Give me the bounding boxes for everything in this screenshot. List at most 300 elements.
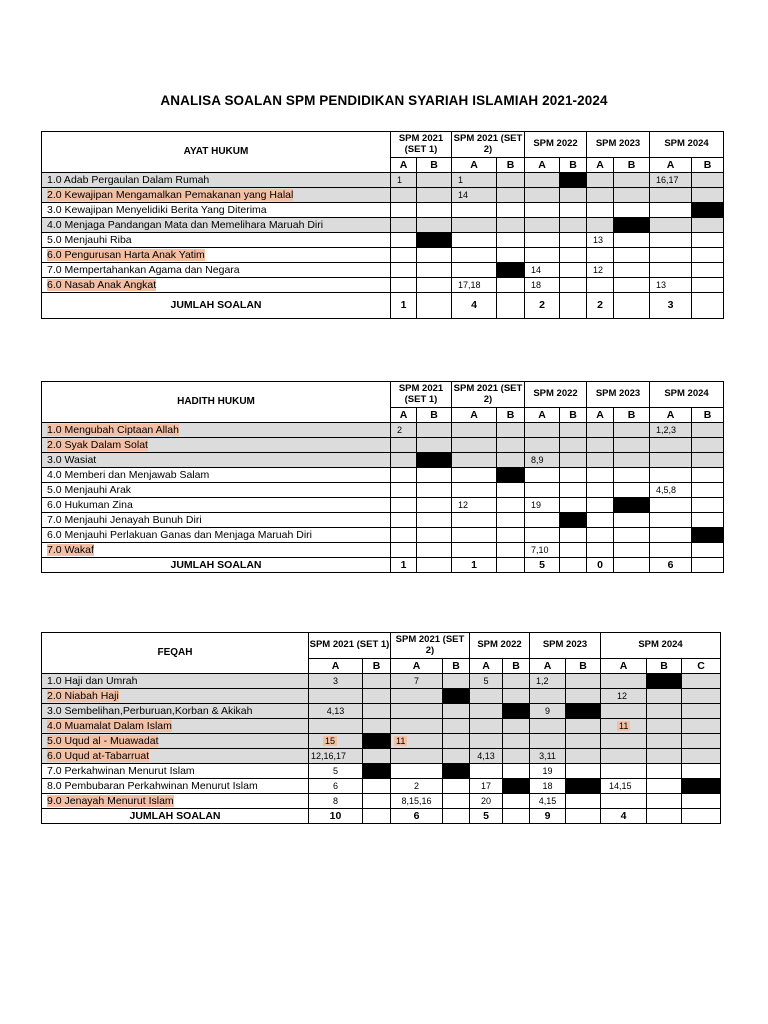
cell (692, 438, 724, 453)
year-header: SPM 2021 (SET 1) (309, 633, 391, 659)
cell (566, 734, 601, 749)
cell (650, 468, 692, 483)
row-label: 8.0 Pembubaran Perkahwinan Menurut Islam (42, 779, 309, 794)
cell: 9 (530, 704, 566, 719)
cell (391, 719, 443, 734)
cell (530, 689, 566, 704)
sub-header: B (497, 408, 525, 423)
cell (525, 483, 560, 498)
cell (391, 749, 443, 764)
cell (452, 233, 497, 248)
cell (417, 248, 452, 263)
table-row (42, 528, 724, 543)
cell (417, 438, 452, 453)
cell (682, 764, 721, 779)
row-label: 6.0 Pengurusan Harta Anak Yatim (47, 248, 205, 261)
cell (391, 453, 417, 468)
sub-header: B (692, 408, 724, 423)
table-row (42, 719, 721, 734)
cell (417, 468, 452, 483)
cell (650, 438, 692, 453)
cell (650, 263, 692, 278)
cell (417, 278, 452, 293)
sub-header: B (417, 158, 452, 173)
cell (391, 263, 417, 278)
cell (566, 794, 601, 809)
cell: 4,5,8 (650, 483, 692, 498)
cell: 3,11 (530, 749, 566, 764)
sub-header: B (560, 408, 587, 423)
blocked-cell (417, 453, 452, 468)
table-row (42, 263, 724, 278)
cell: 11 (396, 735, 406, 746)
cell (587, 173, 614, 188)
cell (391, 483, 417, 498)
row-label: 3.0 Kewajipan Menyelidiki Berita Yang Diterima (42, 203, 391, 218)
row-label: 2.0 Syak Dalam Solat (47, 438, 148, 451)
cell (525, 528, 560, 543)
cell (503, 794, 530, 809)
row-label: 7.0 Menjauhi Jenayah Bunuh Diri (42, 513, 391, 528)
total-row (42, 809, 721, 824)
cell (452, 263, 497, 278)
cell (503, 764, 530, 779)
cell (497, 483, 525, 498)
sub-header: A (587, 158, 614, 173)
cell (309, 689, 363, 704)
row-label: 1.0 Mengubah Ciptaan Allah (47, 423, 179, 436)
blocked-cell (614, 218, 650, 233)
cell: 8,9 (525, 453, 560, 468)
cell (417, 203, 452, 218)
cell (650, 233, 692, 248)
cell (560, 528, 587, 543)
row-label: 6.0 Uqud at-Tabarruat (47, 749, 150, 762)
cell: 12,16,17 (309, 749, 363, 764)
total-value: 2 (587, 293, 614, 319)
cell (452, 438, 497, 453)
cell: 11 (619, 720, 629, 731)
sub-header: A (391, 408, 417, 423)
blocked-cell (417, 233, 452, 248)
row-label: 2.0 Niabah Haji (47, 689, 119, 702)
cell: 1 (452, 173, 497, 188)
row-label: 1.0 Haji dan Umrah (42, 674, 309, 689)
cell (560, 233, 587, 248)
row-label: 7.0 Wakaf (47, 543, 94, 556)
sub-header: A (391, 659, 443, 674)
cell: 1 (391, 173, 417, 188)
cell: 1,2,3 (650, 423, 692, 438)
cell: 19 (525, 498, 560, 513)
cell (601, 704, 647, 719)
cell (497, 543, 525, 558)
sub-header: B (614, 158, 650, 173)
cell (587, 453, 614, 468)
blocked-cell (503, 704, 530, 719)
cell (470, 689, 503, 704)
cell (470, 719, 503, 734)
cell: 17,18 (452, 278, 497, 293)
cell (587, 513, 614, 528)
cell (614, 423, 650, 438)
cell (497, 173, 525, 188)
cell (470, 704, 503, 719)
cell (443, 734, 470, 749)
cell (470, 734, 503, 749)
cell (682, 749, 721, 764)
year-header: SPM 2021 (SET 2) (391, 633, 470, 659)
blocked-cell (682, 779, 721, 794)
sub-header: B (497, 158, 525, 173)
year-header: SPM 2024 (601, 633, 721, 659)
cell (391, 513, 417, 528)
cell (452, 453, 497, 468)
blocked-cell (497, 263, 525, 278)
sub-header: B (417, 408, 452, 423)
blocked-cell (443, 764, 470, 779)
cell (443, 779, 470, 794)
cell (647, 734, 682, 749)
cell (587, 438, 614, 453)
cell: 2 (391, 423, 417, 438)
row-label: 3.0 Wasiat (42, 453, 391, 468)
cell (525, 203, 560, 218)
cell (647, 779, 682, 794)
cell (391, 689, 443, 704)
cell (309, 719, 363, 734)
row-label: 5.0 Uqud al - Muawadat (47, 734, 159, 747)
sub-header: A (530, 659, 566, 674)
cell (417, 528, 452, 543)
total-value: 1 (391, 293, 417, 319)
cell (470, 764, 503, 779)
total-value: 4 (601, 809, 647, 824)
cell (417, 483, 452, 498)
cell (682, 674, 721, 689)
cell: 20 (470, 794, 503, 809)
row-label: 2.0 Kewajipan Mengamalkan Pemakanan yang Halal (47, 188, 294, 201)
cell (525, 233, 560, 248)
year-header: SPM 2023 (530, 633, 601, 659)
cell: 4,13 (309, 704, 363, 719)
cell (497, 528, 525, 543)
cell (692, 263, 724, 278)
cell (417, 188, 452, 203)
cell (525, 468, 560, 483)
cell (391, 188, 417, 203)
cell (692, 513, 724, 528)
row-label: 5.0 Menjauhi Riba (42, 233, 391, 248)
sub-header: B (560, 158, 587, 173)
year-header: SPM 2021 (SET 2) (452, 382, 525, 408)
cell (391, 704, 443, 719)
total-label: JUMLAH SOALAN (42, 558, 391, 573)
cell (650, 528, 692, 543)
table-row (42, 543, 724, 558)
cell (587, 528, 614, 543)
cell (601, 794, 647, 809)
blocked-cell (614, 498, 650, 513)
cell (443, 704, 470, 719)
cell (587, 203, 614, 218)
cell (650, 543, 692, 558)
cell: 5 (309, 764, 363, 779)
cell (452, 483, 497, 498)
cell (614, 188, 650, 203)
year-header: SPM 2021 (SET 1) (391, 382, 452, 408)
cell (417, 543, 452, 558)
cell (443, 719, 470, 734)
year-header: SPM 2022 (525, 382, 587, 408)
cell: 6 (309, 779, 363, 794)
table-header: FEQAH (42, 633, 309, 674)
cell (497, 498, 525, 513)
year-header: SPM 2022 (525, 132, 587, 158)
cell (692, 278, 724, 293)
blocked-cell (647, 674, 682, 689)
cell (650, 498, 692, 513)
cell (391, 528, 417, 543)
cell (497, 203, 525, 218)
sub-header: A (470, 659, 503, 674)
cell (452, 468, 497, 483)
sub-header: B (566, 659, 601, 674)
row-label: 4.0 Menjaga Pandangan Mata dan Memelihara Maruah Diri (42, 218, 391, 233)
total-value: 1 (391, 558, 417, 573)
sub-header: A (452, 158, 497, 173)
cell: 5 (470, 674, 503, 689)
cell (417, 423, 452, 438)
cell (497, 453, 525, 468)
cell (525, 423, 560, 438)
cell (692, 218, 724, 233)
cell (503, 749, 530, 764)
cell (417, 218, 452, 233)
cell (363, 689, 391, 704)
cell (647, 764, 682, 779)
table-row (42, 233, 724, 248)
cell (614, 248, 650, 263)
cell (525, 438, 560, 453)
cell (417, 173, 452, 188)
table-row (42, 423, 724, 438)
cell (560, 498, 587, 513)
table-row (42, 278, 724, 293)
table-row (42, 513, 724, 528)
cell: 14 (452, 188, 497, 203)
cell (417, 263, 452, 278)
cell (560, 248, 587, 263)
total-value: 5 (470, 809, 503, 824)
cell (363, 749, 391, 764)
page-title: ANALISA SOALAN SPM PENDIDIKAN SYARIAH ISLAMIAH 2021-2024 (160, 93, 608, 108)
cell (692, 248, 724, 263)
blocked-cell (443, 689, 470, 704)
year-header: SPM 2021 (SET 2) (452, 132, 525, 158)
cell: 14 (525, 263, 560, 278)
cell (601, 734, 647, 749)
cell (614, 483, 650, 498)
row-label: 4.0 Muamalat Dalam Islam (47, 719, 172, 732)
cell (391, 543, 417, 558)
table-row (42, 173, 724, 188)
cell (452, 248, 497, 263)
table-row (42, 674, 721, 689)
sub-header: A (525, 158, 560, 173)
cell (614, 453, 650, 468)
total-value: 9 (530, 809, 566, 824)
cell (497, 188, 525, 203)
cell (614, 468, 650, 483)
total-label: JUMLAH SOALAN (42, 809, 309, 824)
blocked-cell (692, 203, 724, 218)
cell (587, 468, 614, 483)
cell (525, 188, 560, 203)
table-row (42, 203, 724, 218)
cell: 3 (309, 674, 363, 689)
total-value: 10 (309, 809, 363, 824)
cell (363, 719, 391, 734)
total-value: 0 (587, 558, 614, 573)
cell (391, 203, 417, 218)
sub-header: A (525, 408, 560, 423)
cell (614, 203, 650, 218)
table-row (42, 188, 724, 203)
year-header: SPM 2024 (650, 132, 724, 158)
blocked-cell (692, 528, 724, 543)
blocked-cell (566, 779, 601, 794)
cell (587, 543, 614, 558)
ayat-hukum-table (41, 131, 724, 319)
cell (647, 689, 682, 704)
cell (650, 188, 692, 203)
total-value: 4 (452, 293, 497, 319)
cell: 4,15 (530, 794, 566, 809)
cell (530, 719, 566, 734)
cell (391, 233, 417, 248)
cell (560, 423, 587, 438)
blocked-cell (566, 704, 601, 719)
total-row (42, 558, 724, 573)
row-label: 6.0 Nasab Anak Angkat (47, 278, 157, 291)
cell (363, 674, 391, 689)
cell (391, 218, 417, 233)
cell (682, 704, 721, 719)
cell: 13 (650, 278, 692, 293)
table-row (42, 453, 724, 468)
cell (560, 453, 587, 468)
cell (647, 749, 682, 764)
cell (647, 794, 682, 809)
cell (417, 498, 452, 513)
cell: 7,10 (525, 543, 560, 558)
cell (503, 734, 530, 749)
cell: 8 (309, 794, 363, 809)
row-label: 7.0 Perkahwinan Menurut Islam (42, 764, 309, 779)
cell (601, 764, 647, 779)
cell (650, 203, 692, 218)
cell (560, 483, 587, 498)
row-label: 4.0 Memberi dan Menjawab Salam (42, 468, 391, 483)
table-row (42, 483, 724, 498)
cell (497, 248, 525, 263)
table-row (42, 794, 721, 809)
cell (587, 188, 614, 203)
table-row (42, 689, 721, 704)
cell (497, 278, 525, 293)
sub-header: A (587, 408, 614, 423)
row-label: 5.0 Menjauhi Arak (42, 483, 391, 498)
blocked-cell (560, 513, 587, 528)
cell (525, 173, 560, 188)
cell (692, 543, 724, 558)
cell (443, 794, 470, 809)
cell (692, 483, 724, 498)
cell (560, 278, 587, 293)
table-row (42, 468, 724, 483)
cell (587, 278, 614, 293)
cell (391, 278, 417, 293)
cell (650, 453, 692, 468)
cell (417, 513, 452, 528)
row-label: 3.0 Sembelihan,Perburuan,Korban & Akikah (42, 704, 309, 719)
cell (566, 674, 601, 689)
cell (614, 513, 650, 528)
sub-header: A (452, 408, 497, 423)
cell (566, 719, 601, 734)
cell (391, 468, 417, 483)
cell (525, 248, 560, 263)
cell: 4,13 (470, 749, 503, 764)
year-header: SPM 2021 (SET 1) (391, 132, 452, 158)
cell (601, 749, 647, 764)
cell: 18 (525, 278, 560, 293)
cell (391, 248, 417, 263)
cell (560, 188, 587, 203)
table-header: HADITH HUKUM (42, 382, 391, 423)
total-row (42, 293, 724, 319)
cell (560, 203, 587, 218)
cell (587, 498, 614, 513)
cell: 12 (601, 689, 647, 704)
cell: 18 (530, 779, 566, 794)
sub-header: C (682, 659, 721, 674)
cell (647, 719, 682, 734)
cell (650, 248, 692, 263)
table-row (42, 438, 724, 453)
sub-header: B (647, 659, 682, 674)
cell (503, 689, 530, 704)
cell (650, 218, 692, 233)
cell (587, 423, 614, 438)
cell (692, 468, 724, 483)
cell (503, 719, 530, 734)
row-label: 7.0 Mempertahankan Agama dan Negara (42, 263, 391, 278)
cell (587, 248, 614, 263)
cell (525, 218, 560, 233)
cell (497, 423, 525, 438)
cell (692, 453, 724, 468)
cell (452, 423, 497, 438)
feqah-table (41, 632, 721, 824)
sub-header: B (363, 659, 391, 674)
cell (452, 543, 497, 558)
cell (560, 263, 587, 278)
cell (682, 734, 721, 749)
sub-header: A (601, 659, 647, 674)
row-label: 6.0 Hukuman Zina (42, 498, 391, 513)
